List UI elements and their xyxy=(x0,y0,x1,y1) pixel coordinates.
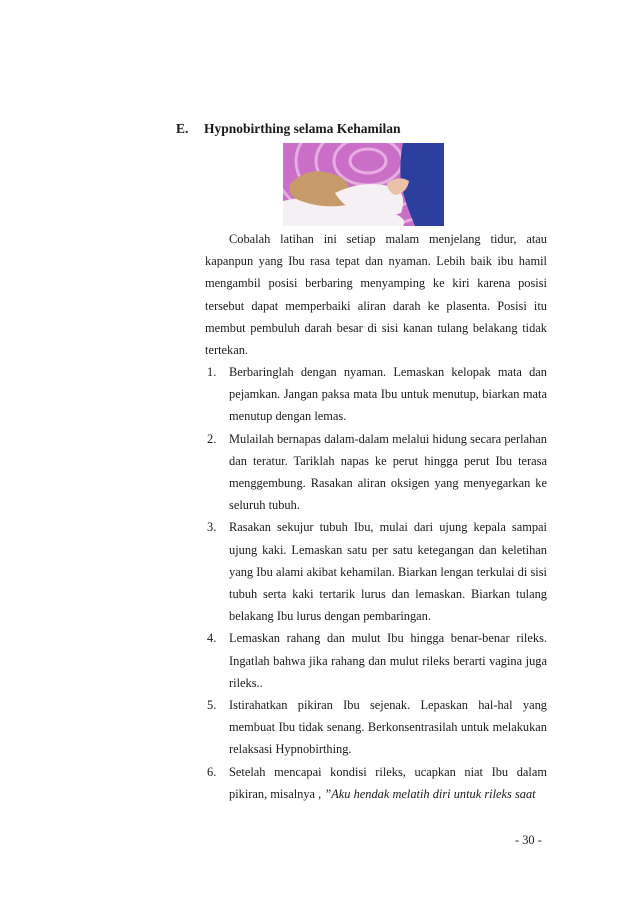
step-number: 6. xyxy=(207,764,217,779)
step-number: 4. xyxy=(207,631,217,646)
section-title: Hypnobirthing selama Kehamilan xyxy=(204,121,401,136)
step-text-italic: ”Aku hendak melatih diri untuk rileks saat xyxy=(324,786,536,801)
intro-paragraph: Cobalah latihan ini setiap malam menjelang tidur, atau kapanpun yang Ibu rasa tepat dan nyaman. Lebih baik ibu hamil mengambil posisi berbaring menyamping ke kiri karena posisi tersebut dapat memperbaiki aliran darah ke plasenta. Posisi itu membut pembuluh darah besar di sisi kanan tulang belakang tidak tertekan. xyxy=(205,232,547,358)
section-heading xyxy=(176,121,401,137)
step-text: Istirahatkan pikiran Ibu sejenak. Lepaskan hal-hal yang membuat Ibu tidak senang. Berkonsentrasilah untuk melakukan relaksasi Hypnobirthing. xyxy=(229,698,547,757)
step-number: 3. xyxy=(207,520,217,535)
step-number: 5. xyxy=(207,698,217,713)
step-number: 1. xyxy=(207,365,217,379)
step-list xyxy=(205,361,547,805)
list-item xyxy=(205,516,547,627)
step-text: Lemaskan rahang dan mulut Ibu hingga benar-benar rileks. Ingatlah bahwa jika rahang dan mulut rileks berarti vagina juga rileks.. xyxy=(229,631,547,690)
step-number: 2. xyxy=(207,431,217,446)
step-text: Rasakan sekujur tubuh Ibu, mulai dari ujung kepala sampai ujung kaki. Lemaskan satu per satu ketegangan dan keletihan yang Ibu alami akibat kehamilan. Biarkan lengan terkulai di sisi tubuh serta kaki tertarik lurus dan lemaskan. Biarkan tulang belakang Ibu lurus dengan pembaringan. xyxy=(229,520,547,624)
photo-illustration xyxy=(283,143,444,226)
list-item xyxy=(205,428,547,517)
section-number: E. xyxy=(176,121,189,136)
page-number: - 30 - xyxy=(515,833,542,847)
relaxation-photo xyxy=(283,143,444,226)
list-item xyxy=(205,694,547,761)
list-item xyxy=(205,361,547,428)
step-text: Mulailah bernapas dalam-dalam melalui hidung secara perlahan dan teratur. Tariklah napas ke perut hingga perut Ibu terasa menggembung. Rasakan aliran oksigen yang menyegarkan ke seluruh tubuh. xyxy=(229,431,547,513)
list-item xyxy=(205,761,547,805)
list-item xyxy=(205,627,547,694)
step-text: Berbaringlah dengan nyaman. Lemaskan kelopak mata dan pejamkan. Jangan paksa mata Ibu untuk menutup, biarkan mata menutup dengan lemas. xyxy=(229,365,547,424)
step-text: Setelah mencapai kondisi rileks, ucapkan niat Ibu dalam pikiran, misalnya , xyxy=(229,764,547,801)
